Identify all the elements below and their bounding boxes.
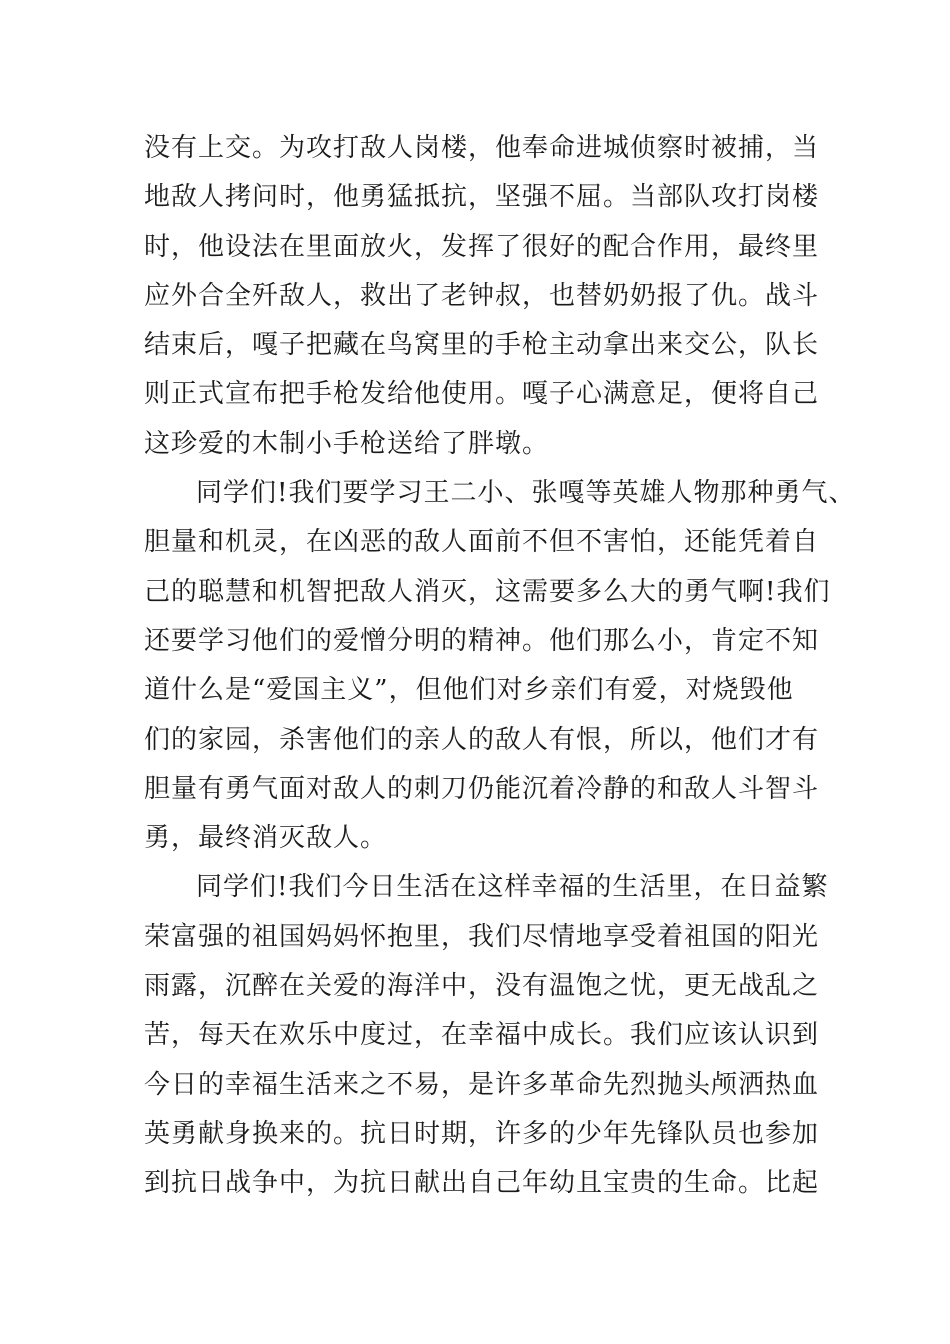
text-line: 地敌人拷问时，他勇猛抵抗，坚强不屈。当部队攻打岗楼 xyxy=(144,182,820,213)
body-text xyxy=(144,124,856,1209)
paragraph-start-line: 同学们!我们要学习王二小、张嘎等英雄人物那种勇气、 xyxy=(196,478,856,509)
text-line: 时，他设法在里面放火，发挥了很好的配合作用，最终里 xyxy=(144,231,820,262)
text-line: 则正式宣布把手枪发给他使用。嘎子心满意足，便将自己 xyxy=(144,379,820,410)
text-line: 应外合全歼敌人，救出了老钟叔，也替奶奶报了仇。战斗 xyxy=(144,280,820,311)
text-line: 荣富强的祖国妈妈怀抱里，我们尽情地享受着祖国的阳光 xyxy=(144,921,820,952)
text-line: 道什么是“爱国主义”，但他们对乡亲们有爱，对烧毁他 xyxy=(144,675,794,706)
text-line: 这珍爱的木制小手枪送给了胖墩。 xyxy=(144,428,550,459)
text-line: 勇，最终消灭敌人。 xyxy=(144,823,388,854)
paragraph-start-line: 同学们!我们今日生活在这样幸福的生活里，在日益繁 xyxy=(196,872,829,903)
text-line: 苦，每天在欢乐中度过，在幸福中成长。我们应该认识到 xyxy=(144,1020,820,1051)
text-line: 英勇献身换来的。抗日时期，许多的少年先锋队员也参加 xyxy=(144,1118,820,1149)
text-line: 到抗日战争中，为抗日献出自己年幼且宝贵的生命。比起 xyxy=(144,1168,820,1199)
text-line: 们的家园，杀害他们的亲人的敌人有恨，所以，他们才有 xyxy=(144,724,820,755)
text-line: 没有上交。为攻打敌人岗楼，他奉命进城侦察时被捕，当 xyxy=(144,133,820,163)
text-line: 雨露，沉醉在关爱的海洋中，没有温饱之忧，更无战乱之 xyxy=(144,971,820,1002)
text-line: 还要学习他们的爱憎分明的精神。他们那么小，肯定不知 xyxy=(144,625,820,656)
text-line: 结束后，嘎子把藏在鸟窝里的手枪主动拿出来交公，队长 xyxy=(144,330,820,361)
text-line: 胆量有勇气面对敌人的刺刀仍能沉着冷静的和敌人斗智斗 xyxy=(144,773,820,804)
text-line: 己的聪慧和机智把敌人消灭，这需要多么大的勇气啊!我们 xyxy=(144,576,831,607)
text-line: 今日的幸福生活来之不易，是许多革命先烈抛头颅洒热血 xyxy=(144,1069,820,1100)
text-line: 胆量和机灵，在凶恶的敌人面前不但不害怕，还能凭着自 xyxy=(144,527,820,558)
